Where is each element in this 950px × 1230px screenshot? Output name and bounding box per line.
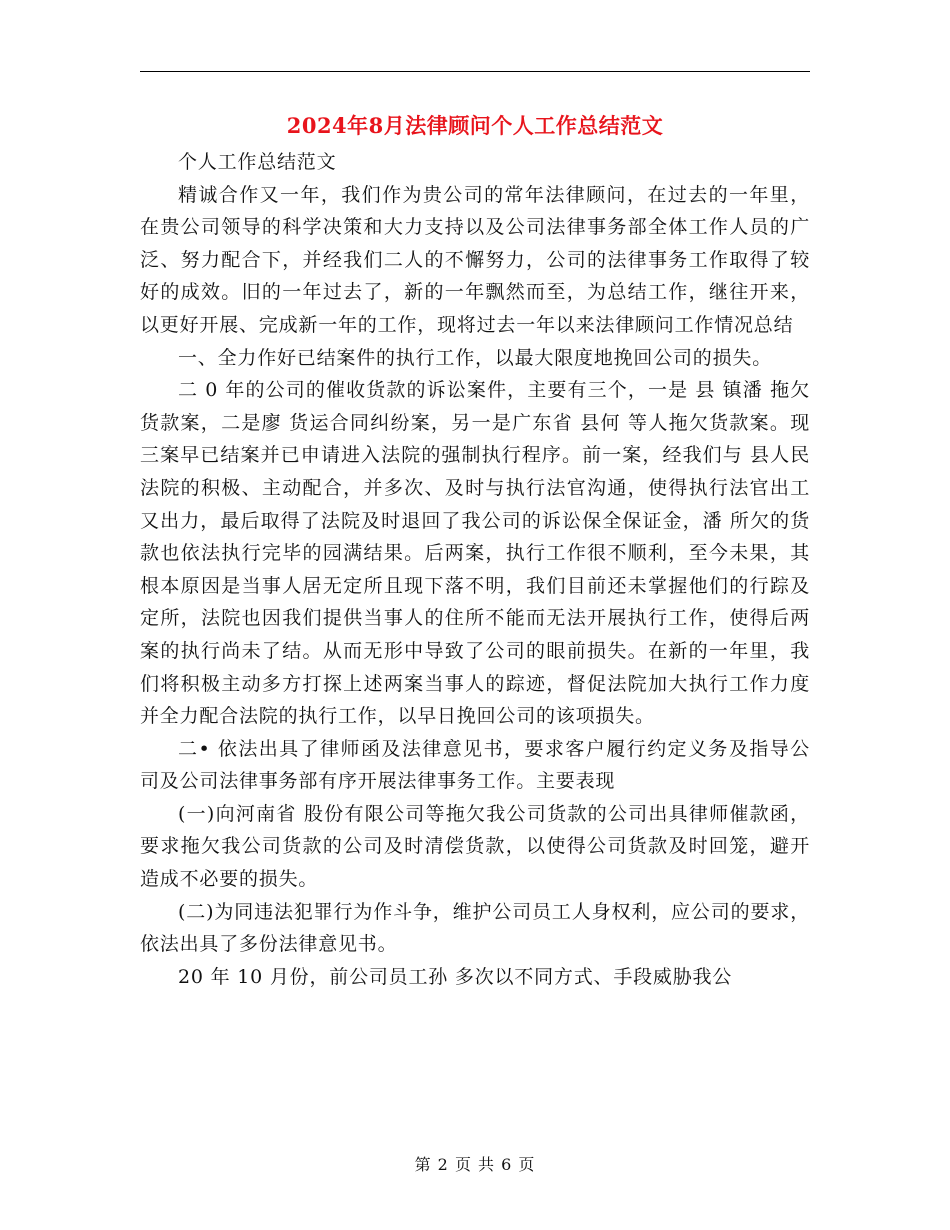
paragraph-intro: 精诚合作又一年，我们作为贵公司的常年法律顾问，在过去的一年里，在贵公司领导的科学决策和大力支持以及公司法律事务部全体工作人员的广泛、努力配合下，并经我们二人的不懈努力，公司的法律事务工作取得了较好的成效。旧的一年过去了，新的一年飘然而至，为总结工作，继往开来，以更好开展、完成新一年的工作，现将过去一年以来法律顾问工作情况总结: [140, 183, 810, 336]
paragraph-section-2-heading: 二• 依法出具了律师函及法律意见书，要求客户履行约定义务及指导公司及公司法律事务部有序开展法律事务工作。主要表现: [140, 737, 810, 793]
paragraph-subtitle: 个人工作总结范文: [178, 151, 337, 173]
document-title: 2024年8月法律顾问个人工作总结范文: [286, 113, 664, 138]
document-body: [140, 146, 810, 993]
paragraph-section-1-body: 二 0 年的公司的催收货款的诉讼案件，主要有三个，一是 县 镇潘 拖欠货款案，二是廖 货运合同纠纷案，另一是广东省 县何 等人拖欠货款案。现三案早已结案并已申请进入法院的强制执行程序。前一案，经我们与 县人民法院的积极、主动配合，并多次、及时与执行法官沟通，使得执行法官出工又出力，最后取得了法院及时退回了我公司的诉讼保全保证金，潘 所欠的货款也依法执行完毕的园满结果。后两案，执行工作很不顺利，至今未果，其根本原因是当事人居无定所且现下落不明，我们目前还未掌握他们的行踪及定所，法院也因我们提供当事人的住所不能而无法开展执行工作，使得后两案的执行尚未了结。从而无形中导致了公司的眼前损失。在新的一年里，我们将积极主动多方打探上述两案当事人的踪迹，督促法院加大执行工作力度并全力配合法院的执行工作，以早日挽回公司的该项损失。: [140, 379, 810, 728]
header-rule: [140, 71, 810, 72]
paragraph-item-2: (二)为同违法犯罪行为作斗争，维护公司员工人身权利，应公司的要求，依法出具了多份法律意见书。: [140, 900, 810, 956]
paragraph-item-1: (一)向河南省 股份有限公司等拖欠我公司货款的公司出具律师催款函，要求拖欠我公司货款的公司及时清偿货款，以使得公司货款及时回笼，避开造成不必要的损失。: [140, 802, 810, 891]
page-number: 第 2 页 共 6 页: [414, 1155, 536, 1174]
paragraph-continued: 20 年 10 月份，前公司员工孙 多次以不同方式、手段威胁我公: [178, 965, 733, 988]
paragraph-section-1-heading: 一、全力作好已结案件的执行工作，以最大限度地挽回公司的损失。: [178, 346, 773, 369]
